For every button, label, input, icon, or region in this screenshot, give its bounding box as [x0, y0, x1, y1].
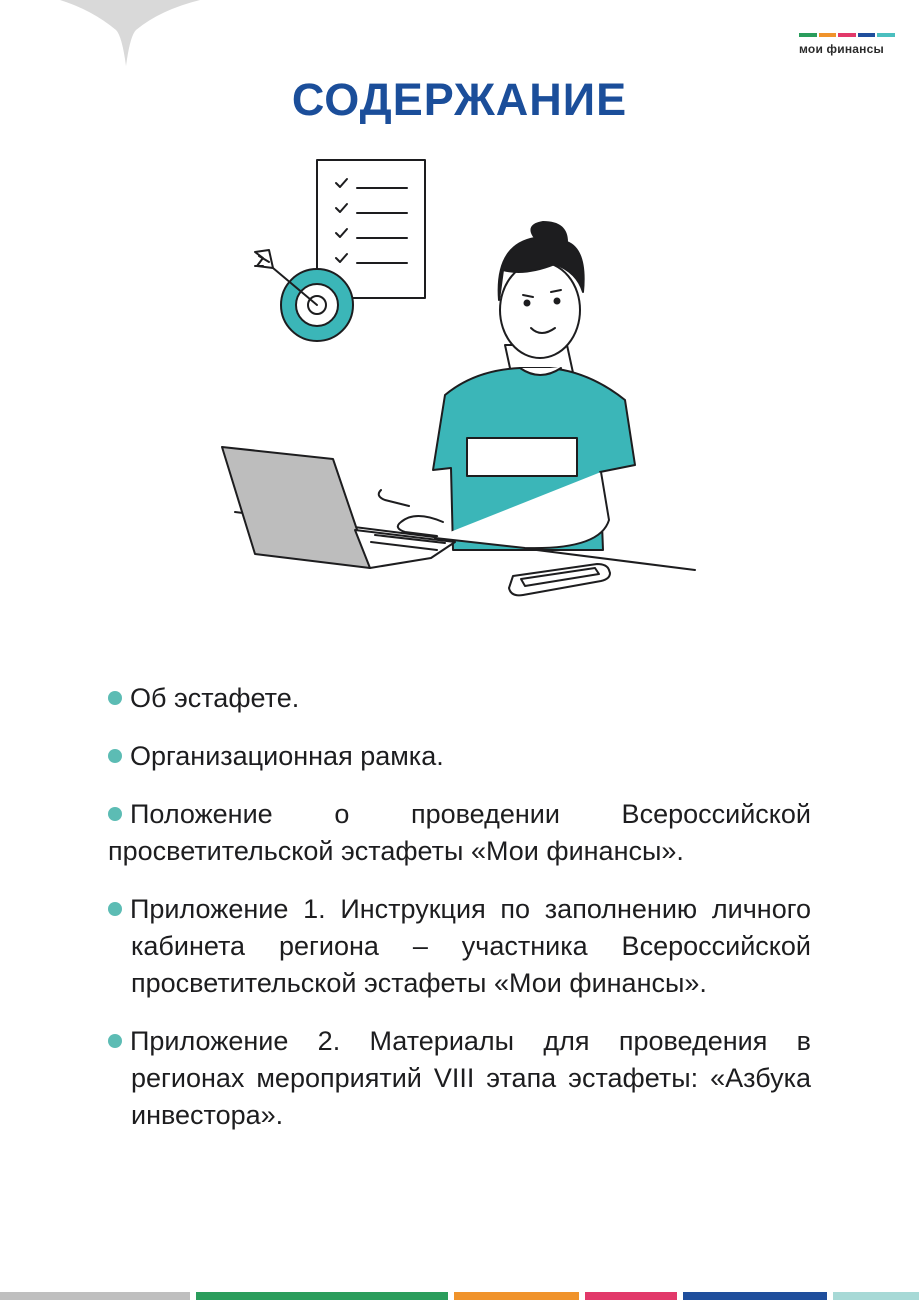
footer-stripe — [0, 1292, 190, 1300]
contents-item-label: Организационная рамка. — [130, 741, 444, 771]
footer-stripe — [833, 1292, 919, 1300]
contents-item-appendix-1 — [108, 891, 811, 1002]
bullet-icon — [108, 1034, 122, 1048]
page-title: СОДЕРЖАНИЕ — [291, 74, 628, 125]
footer-stripes — [0, 1292, 919, 1300]
bullet-icon — [108, 902, 122, 916]
footer-stripe — [585, 1292, 677, 1300]
footer-stripe — [683, 1292, 827, 1300]
phone-icon — [509, 564, 610, 595]
brand-logo — [799, 33, 895, 56]
brand-bar-segment — [838, 33, 856, 37]
contents-item-label: Положение о проведении Всероссийской просветительской эстафеты «Мои финансы». — [108, 799, 811, 866]
footer-stripe — [454, 1292, 579, 1300]
contents-item-appendix-2 — [108, 1023, 811, 1134]
brand-bar-segment — [858, 33, 876, 37]
brand-bar-segment — [799, 33, 817, 37]
brand-bar-segment — [819, 33, 837, 37]
contents-item-regulation — [108, 796, 811, 870]
contents-item-label: Приложение 1. Инструкция по заполнению личного кабинета региона – участника Всероссийской просветительской эстафеты «Мои финансы». — [130, 894, 811, 998]
contents-item-framework — [108, 738, 811, 775]
bullet-icon — [108, 691, 122, 705]
corner-decoration — [60, 0, 200, 66]
contents-item-label: Приложение 2. Материалы для проведения в регионах мероприятий VIII этапа эстафеты: «Азбука инвестора». — [130, 1026, 811, 1130]
laptop-icon — [222, 447, 455, 568]
contents-item-about — [108, 680, 811, 717]
hero-illustration — [205, 150, 715, 610]
brand-bar-segment — [877, 33, 895, 37]
bullet-icon — [108, 749, 122, 763]
brand-color-bar — [799, 33, 895, 37]
contents-item-label: Об эстафете. — [130, 683, 300, 713]
bullet-icon — [108, 807, 122, 821]
footer-stripe — [196, 1292, 448, 1300]
brand-name: мои финансы — [799, 42, 884, 56]
contents-list — [108, 680, 811, 1155]
